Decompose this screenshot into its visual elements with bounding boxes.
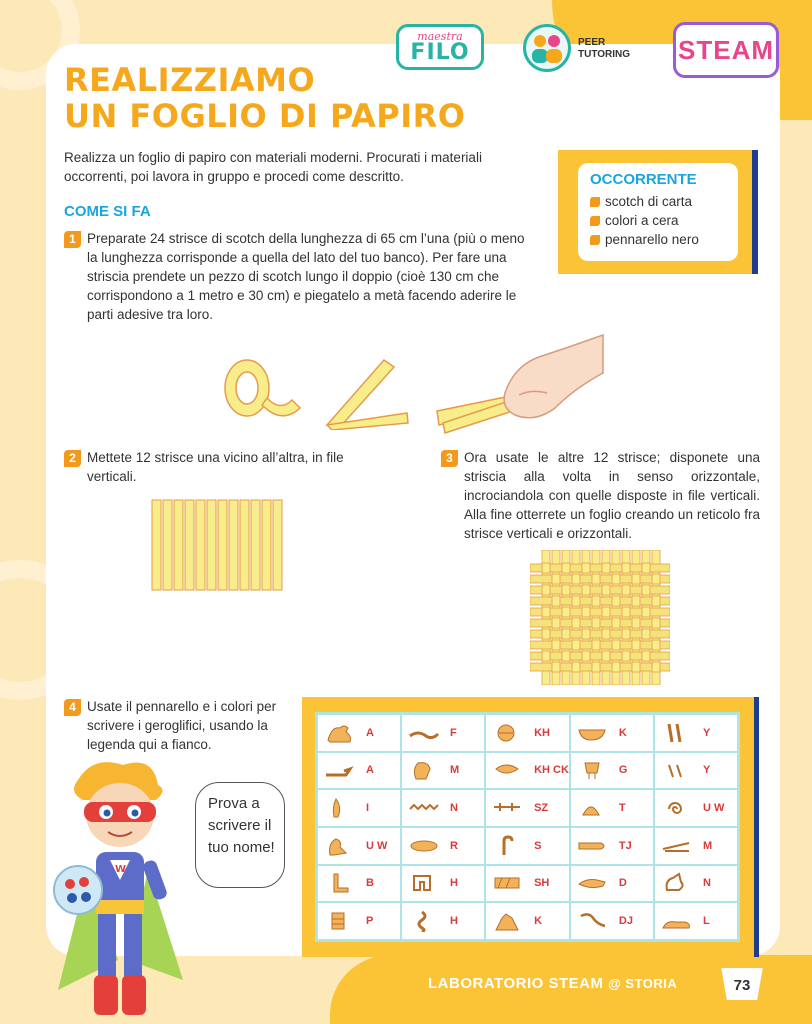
weave-overlap [632,596,640,606]
weave-overlap [622,585,630,595]
weave-overlap [622,651,630,661]
legend-cell [317,827,401,865]
weave-overlap [582,651,590,661]
weave-overlap [562,585,570,595]
owl-icon [408,759,440,781]
weave-overlap [612,662,620,672]
weave-overlap [642,563,650,573]
weave-overlap [642,585,650,595]
svg-text:W: W [115,864,127,875]
legend-cell [401,714,485,752]
legend-letter: M [702,839,713,852]
legend-cell [485,865,570,903]
weave-overlap [552,640,560,650]
legend-cell [317,865,401,903]
legend-letter: H [450,877,458,890]
legend-letter: S [534,839,542,852]
occorrente-item-label: colori a cera [605,213,679,228]
weave-overlap [572,662,580,672]
woven-grid-illustration [530,550,670,685]
occorrente-item-label: pennarello nero [605,232,699,247]
bread-icon [577,797,609,819]
weave-overlap [602,585,610,595]
legend-letter: U W [702,802,725,815]
weave-overlap [612,596,620,606]
weave-overlap [622,629,630,639]
weave-overlap [572,640,580,650]
title-line-2: UN FOGLIO DI PAPIRO [64,97,466,135]
weave-overlap [582,563,590,573]
weave-overlap [622,607,630,617]
crossed-sticks-icon [661,835,693,857]
weave-overlap [592,640,600,650]
vertical-strip [218,500,227,590]
weave-overlap [652,662,660,672]
bullet-icon [590,235,600,245]
weave-overlap [582,585,590,595]
steam-label: STEAM [678,34,774,65]
legend-cell [570,789,654,827]
footer-subject: @ STORIA [608,976,678,991]
legend-cell [401,789,485,827]
bolt-icon [492,797,524,819]
legend-letter: P [366,915,374,928]
weave-overlap [642,629,650,639]
tape-roll-illustration [212,350,307,430]
tether-icon [577,835,609,857]
vertical-strip [229,500,238,590]
legend-cell [485,902,570,940]
jar-stand-icon [577,759,609,781]
weave-overlap [612,618,620,628]
vertical-strip [273,500,282,590]
legend-letter: I [366,802,370,815]
legend-cell [317,714,401,752]
weave-overlap [542,585,550,595]
peer-tutoring-label [578,37,630,61]
cobra-icon [577,910,609,932]
step-number-2: 2 [64,450,81,467]
step-number-4: 4 [64,699,81,716]
filo-big-label: FILO [410,39,470,65]
legend-letter: A [366,726,374,739]
weave-overlap [542,651,550,661]
bullet-icon [590,216,600,226]
vertical-strips-illustration [148,498,288,593]
weave-overlap [592,596,600,606]
cloth-icon [492,835,524,857]
vertical-strip [152,500,161,590]
vertical-strip [196,500,205,590]
basket-icon [577,722,609,744]
legend-cell [570,902,654,940]
weave-overlap [542,629,550,639]
legend-cell [485,714,570,752]
legend-cell [317,789,401,827]
weave-overlap [612,640,620,650]
legend-letter: A [366,764,374,777]
reed-icon [324,797,356,819]
water-icon [408,797,440,819]
step-2-text: Mettete 12 strisce una vicino all’altra, in file verticali. [87,450,344,484]
weave-overlap [652,574,660,584]
strokes-icon [661,759,693,781]
legend-letter: N [702,877,711,890]
weave-overlap [572,574,580,584]
weave-overlap [562,651,570,661]
legend-letter: M [450,764,460,777]
weave-overlap [632,662,640,672]
weave-overlap [602,651,610,661]
page-number: 73 [733,977,751,994]
quail-chick-icon [324,835,356,857]
mouth-icon [408,835,440,857]
occorrente-item [590,230,726,249]
vertical-strip [163,500,172,590]
pool-icon [492,872,524,894]
weave-overlap [642,651,650,661]
weave-overlap [572,618,580,628]
weave-overlap [632,640,640,650]
page-number-badge [718,967,766,1001]
page-title [64,62,465,134]
legend-letter: B [366,877,374,890]
vertical-strip [174,500,183,590]
legend-cell [654,902,738,940]
legend-cell [570,865,654,903]
footer-title: LABORATORIO STEAM [428,975,604,992]
title-line-1: REALIZZIAMO [64,61,316,99]
bullet-icon [590,197,600,207]
weave-overlap [602,563,610,573]
legend-letter: Y [702,726,711,739]
occorrente-item-label: scotch di carta [605,194,693,209]
weave-overlap [602,607,610,617]
weave-overlap [592,618,600,628]
weave-overlap [652,640,660,650]
weave-overlap [612,574,620,584]
legend-letter: R [450,839,458,852]
shelter-icon [408,872,440,894]
hedgehog-icon [661,872,693,894]
legend-letter: SH [534,877,550,890]
legend-letter: F [450,726,457,739]
hill-icon [492,910,524,932]
occorrente-title: OCCORRENTE [590,171,697,188]
stool-icon [324,910,356,932]
weave-overlap [552,662,560,672]
weave-overlap [542,563,550,573]
come-si-fa-heading: COME SI FA [64,203,151,220]
weave-overlap [552,596,560,606]
legend-cell [317,902,401,940]
weave-overlap [562,607,570,617]
peer-label-line2: TUTORING [578,49,631,60]
occorrente-item [590,192,726,211]
weave-overlap [602,629,610,639]
viper-icon [408,722,440,744]
legend-cell [485,827,570,865]
hand-icon [577,872,609,894]
legend-letter: D [618,877,627,890]
step-1-text: Preparate 24 strisce di scotch della lunghezza di 65 cm l’una (più o meno la lunghezza corrisponde a quella del lato del tuo banco). Per fare una striscia prendete un pezzo di scotch lungo il doppio (cioè 130 cm che corrispondono a 1 metro e 30 cm) e piegatelo a metà facendo aderire le parti adesive tra loro. [87,231,525,322]
legend-cell [654,789,738,827]
hieroglyph-legend [315,712,740,942]
legend-letter: H [450,915,458,928]
weave-overlap [572,596,580,606]
weave-overlap [622,563,630,573]
occorrente-frame-shadow [752,150,758,274]
weave-overlap [652,596,660,606]
legend-letter: KH CK [534,764,569,777]
vertical-strip [185,500,194,590]
legend-cell [654,752,738,790]
belly-icon [492,759,524,781]
weave-overlap [562,629,570,639]
legend-letter: Y [702,764,711,777]
legend-letter: K [618,726,627,739]
steam-badge [673,22,779,78]
legend-cell [570,752,654,790]
legend-letter: DJ [618,915,633,928]
peer-tutoring-icon [523,24,571,72]
twisted-wick-icon [408,910,440,932]
legend-letter: T [618,802,626,815]
legend-cell [401,827,485,865]
weave-overlap [552,618,560,628]
legend-letter: SZ [534,802,549,815]
intro-text: Realizza un foglio di papiro con materiali moderni. Procurati i materiali occorrenti, poi lavora in gruppo e procedi come descritto. [64,150,482,184]
legend-cell [485,789,570,827]
weave-overlap [592,574,600,584]
lion-icon [661,910,693,932]
step-4-text: Usate il pennarello e i colori per scrivere i geroglifici, usando la legenda qui a fianco. [87,699,277,752]
weave-overlap [592,662,600,672]
folded-strip-illustration [322,355,412,430]
weave-overlap [632,574,640,584]
legend-cell [654,714,738,752]
weave-overlap [582,607,590,617]
legend-cell [317,752,401,790]
legend-letter: U W [366,839,388,852]
legend-letter: TJ [618,839,632,852]
vulture-icon [324,722,356,744]
weave-overlap [542,607,550,617]
legend-cell [401,865,485,903]
legend-cell [401,902,485,940]
occorrente-box [578,163,738,261]
superhero-kid-illustration [48,760,198,1024]
vertical-strip [207,500,216,590]
legend-letter: L [702,915,710,928]
vertical-strip [262,500,271,590]
footer-label [428,975,677,992]
legend-cell [570,827,654,865]
legend-letter: KH [534,726,550,739]
legend-letter: K [534,915,543,928]
weave-overlap [642,607,650,617]
hand-folding-strip-illustration [435,333,605,438]
legend-cell [654,827,738,865]
weave-overlap [582,629,590,639]
weave-overlap [652,618,660,628]
speech-bubble: Prova a scrivere il tuo nome! [195,782,285,888]
double-reed-icon [661,722,693,744]
occorrente-item [590,211,726,230]
legend-letter: N [450,802,458,815]
step-number-1: 1 [64,231,81,248]
legend-cell [485,752,570,790]
legend-letter: G [618,764,628,777]
peer-label-line1: PEER [578,37,606,48]
vertical-strip [251,500,260,590]
legend-frame-shadow [754,697,759,957]
step-number-3: 3 [441,450,458,467]
legend-cell [570,714,654,752]
weave-overlap [552,574,560,584]
weave-overlap [632,618,640,628]
foot-icon [324,872,356,894]
weave-overlap [562,563,570,573]
filo-small-label: maestra [417,29,463,43]
legend-cell [654,865,738,903]
vertical-strip [240,500,249,590]
rope-coil-icon [661,797,693,819]
step-3-text: Ora usate le altre 12 strisce; disponete una striscia alla volta in senso orizzontale, incrociandola con quelle disposte in file verticali. Alla fine otterrete un foglio creando un reticolo fra strisce verticali e orizzontali. [464,450,760,541]
arm-icon [324,759,356,781]
placenta-icon [492,722,524,744]
legend-cell [401,752,485,790]
